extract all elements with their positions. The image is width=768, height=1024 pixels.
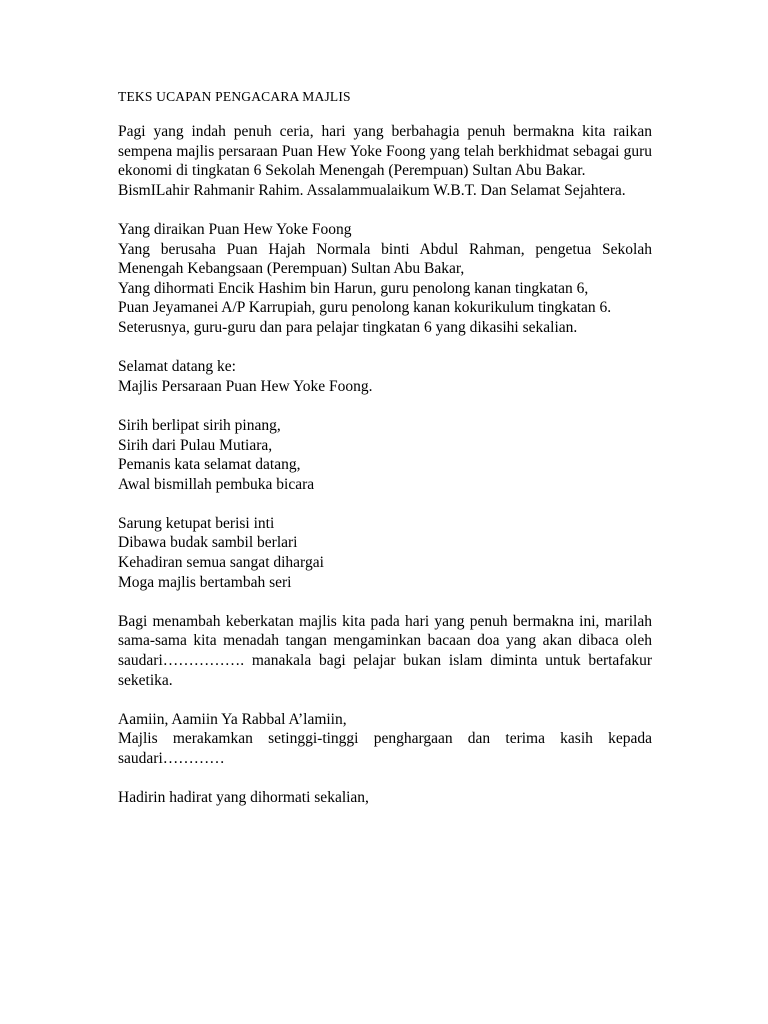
closing-line: Hadirin hadirat yang dihormati sekalian, xyxy=(118,789,369,807)
pantun-line: Sarung ketupat berisi inti xyxy=(118,514,275,532)
paragraph-gap xyxy=(118,494,652,514)
opening-paragraph: Pagi yang indah penuh ceria, hari yang berbahagia penuh bermakna kita raikan sempena majlis persaraan Puan Hew Yoke Foong yang telah berkhidmat sebagai guru ekonomi di tingkatan 6 Sekolah Menengah (Perempuan) Sultan Abu Bakar. xyxy=(118,123,652,180)
salutation-line: Yang berusaha Puan Hajah Normala binti Abdul Rahman, pengetua Sekolah Menengah Kebangsaan (Perempuan) Sultan Abu Bakar, xyxy=(118,240,652,278)
paragraph-gap xyxy=(118,396,652,416)
paragraph-gap xyxy=(118,690,652,710)
doa-paragraph: Bagi menambah keberkatan majlis kita pada hari yang penuh bermakna ini, marilah sama-sama kita menadah tangan mengaminkan bacaan doa yang akan dibaca oleh saudari……………. manakala bagi pelajar bukan islam diminta untuk bertafakur seketika. xyxy=(118,612,652,689)
document-title: TEKS UCAPAN PENGACARA MAJLIS xyxy=(118,89,351,104)
salutation-line: Yang diraikan Puan Hew Yoke Foong xyxy=(118,220,352,238)
paragraph-gap xyxy=(118,200,652,220)
greeting-paragraph: BismILahir Rahmanir Rahim. Assalammualaikum W.B.T. Dan Selamat Sejahtera. xyxy=(118,181,626,199)
salutation-line: Yang dihormati Encik Hashim bin Harun, guru penolong kanan tingkatan 6, xyxy=(118,279,589,297)
welcome-line: Selamat datang ke: xyxy=(118,358,236,376)
pantun-line: Pemanis kata selamat datang, xyxy=(118,456,301,474)
appreciation-line: Majlis merakamkan setinggi-tinggi penghargaan dan terima kasih kepada saudari………… xyxy=(118,730,652,767)
pantun-line: Awal bismillah pembuka bicara xyxy=(118,475,315,493)
salutation-line: Puan Jeyamanei A/P Karrupiah, guru penolong kanan kokurikulum tingkatan 6. xyxy=(118,299,612,317)
pantun-line: Sirih dari Pulau Mutiara, xyxy=(118,436,273,454)
salutation-line: Seterusnya, guru-guru dan para pelajar tingkatan 6 yang dikasihi sekalian. xyxy=(118,318,578,336)
welcome-line: Majlis Persaraan Puan Hew Yoke Foong. xyxy=(118,377,373,395)
document-body xyxy=(118,88,652,808)
pantun-line: Kehadiran semua sangat dihargai xyxy=(118,554,324,572)
pantun-line: Dibawa budak sambil berlari xyxy=(118,534,298,552)
paragraph-gap xyxy=(118,592,652,612)
paragraph-gap xyxy=(118,338,652,358)
paragraph-gap xyxy=(118,769,652,789)
amin-line: Aamiin, Aamiin Ya Rabbal A’lamiin, xyxy=(118,710,347,728)
pantun-line: Sirih berlipat sirih pinang, xyxy=(118,416,281,434)
pantun-line: Moga majlis bertambah seri xyxy=(118,573,292,591)
